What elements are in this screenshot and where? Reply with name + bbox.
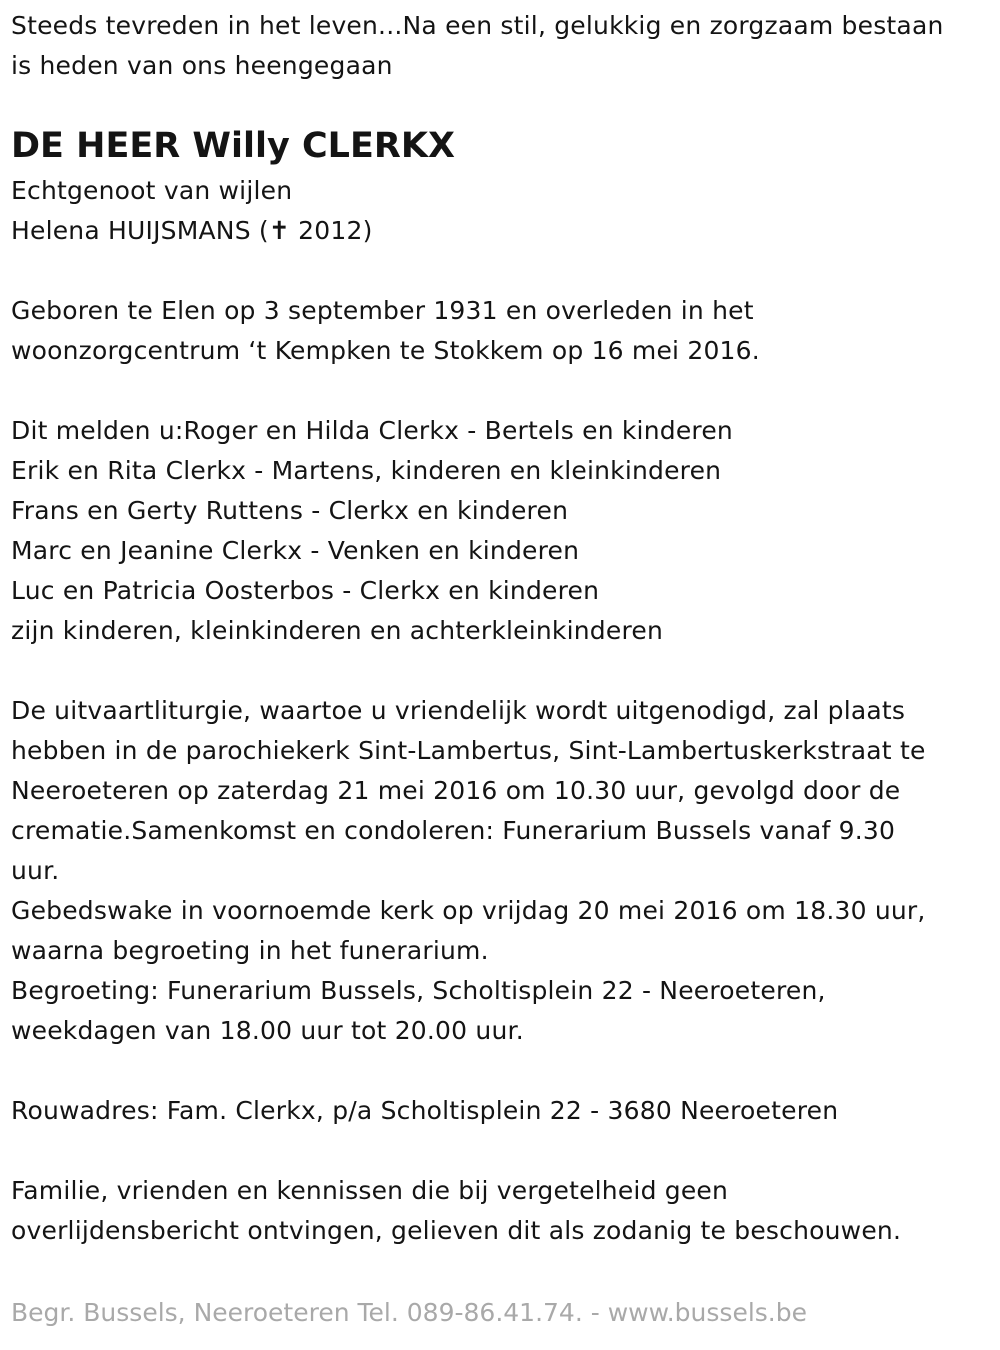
- spacer: [11, 371, 991, 411]
- intro-line: is heden van ons heengegaan: [11, 51, 393, 80]
- funeral-line: waarna begroeting in het funerarium.: [11, 936, 489, 965]
- spacer: [11, 651, 991, 691]
- spouse-info: [11, 171, 991, 251]
- funeral-line: Gebedswake in voornoemde kerk op vrijdag 20 mei 2016 om 18.30 uur,: [11, 896, 926, 925]
- family-line: Frans en Gerty Ruttens - Clerkx en kinderen: [11, 496, 569, 525]
- funeral-info: [11, 691, 991, 1051]
- funeral-line: uur.: [11, 856, 60, 885]
- deceased-name: DE HEER Willy CLERKX: [11, 126, 455, 166]
- mourning-address: Rouwadres: Fam. Clerkx, p/a Scholtisplein 22 - 3680 Neeroeteren: [11, 1096, 839, 1125]
- funeral-line: De uitvaartliturgie, waartoe u vriendelijk wordt uitgenodigd, zal plaats: [11, 696, 906, 725]
- family-line: Dit melden u:Roger en Hilda Clerkx - Bertels en kinderen: [11, 416, 733, 445]
- closing-line: Familie, vrienden en kennissen die bij vergetelheid geen: [11, 1176, 729, 1205]
- intro-text: [11, 0, 991, 86]
- spacer: [11, 251, 991, 291]
- spacer: [11, 1131, 991, 1171]
- birth-death-line: woonzorgcentrum ‘t Kempken te Stokkem op 16 mei 2016.: [11, 336, 760, 365]
- closing-line: overlijdensbericht ontvingen, gelieven dit als zodanig te beschouwen.: [11, 1216, 902, 1245]
- spouse-line: Helena HUIJSMANS (✝ 2012): [11, 216, 373, 245]
- intro-line: Steeds tevreden in het leven...Na een stil, gelukkig en zorgzaam bestaan: [11, 11, 944, 40]
- funeral-home-footer: Begr. Bussels, Neeroeteren Tel. 089-86.41.74. - www.bussels.be: [11, 1298, 807, 1327]
- family-line: Marc en Jeanine Clerkx - Venken en kinderen: [11, 536, 580, 565]
- family-line: Luc en Patricia Oosterbos - Clerkx en kinderen: [11, 576, 600, 605]
- spacer: [11, 1051, 991, 1091]
- family-list: [11, 411, 991, 651]
- spouse-line: Echtgenoot van wijlen: [11, 176, 293, 205]
- birth-death-info: [11, 291, 991, 371]
- funeral-line: crematie.Samenkomst en condoleren: Funerarium Bussels vanaf 9.30: [11, 816, 896, 845]
- funeral-line: Neeroeteren op zaterdag 21 mei 2016 om 10.30 uur, gevolgd door de: [11, 776, 901, 805]
- closing-note: [11, 1171, 991, 1251]
- birth-death-line: Geboren te Elen op 3 september 1931 en overleden in het: [11, 296, 754, 325]
- funeral-line: weekdagen van 18.00 uur tot 20.00 uur.: [11, 1016, 524, 1045]
- family-line: zijn kinderen, kleinkinderen en achterkleinkinderen: [11, 616, 663, 645]
- obituary-notice: [11, 0, 991, 1251]
- funeral-line: Begroeting: Funerarium Bussels, Scholtisplein 22 - Neeroeteren,: [11, 976, 826, 1005]
- funeral-line: hebben in de parochiekerk Sint-Lambertus, Sint-Lambertuskerkstraat te: [11, 736, 926, 765]
- family-line: Erik en Rita Clerkx - Martens, kinderen en kleinkinderen: [11, 456, 722, 485]
